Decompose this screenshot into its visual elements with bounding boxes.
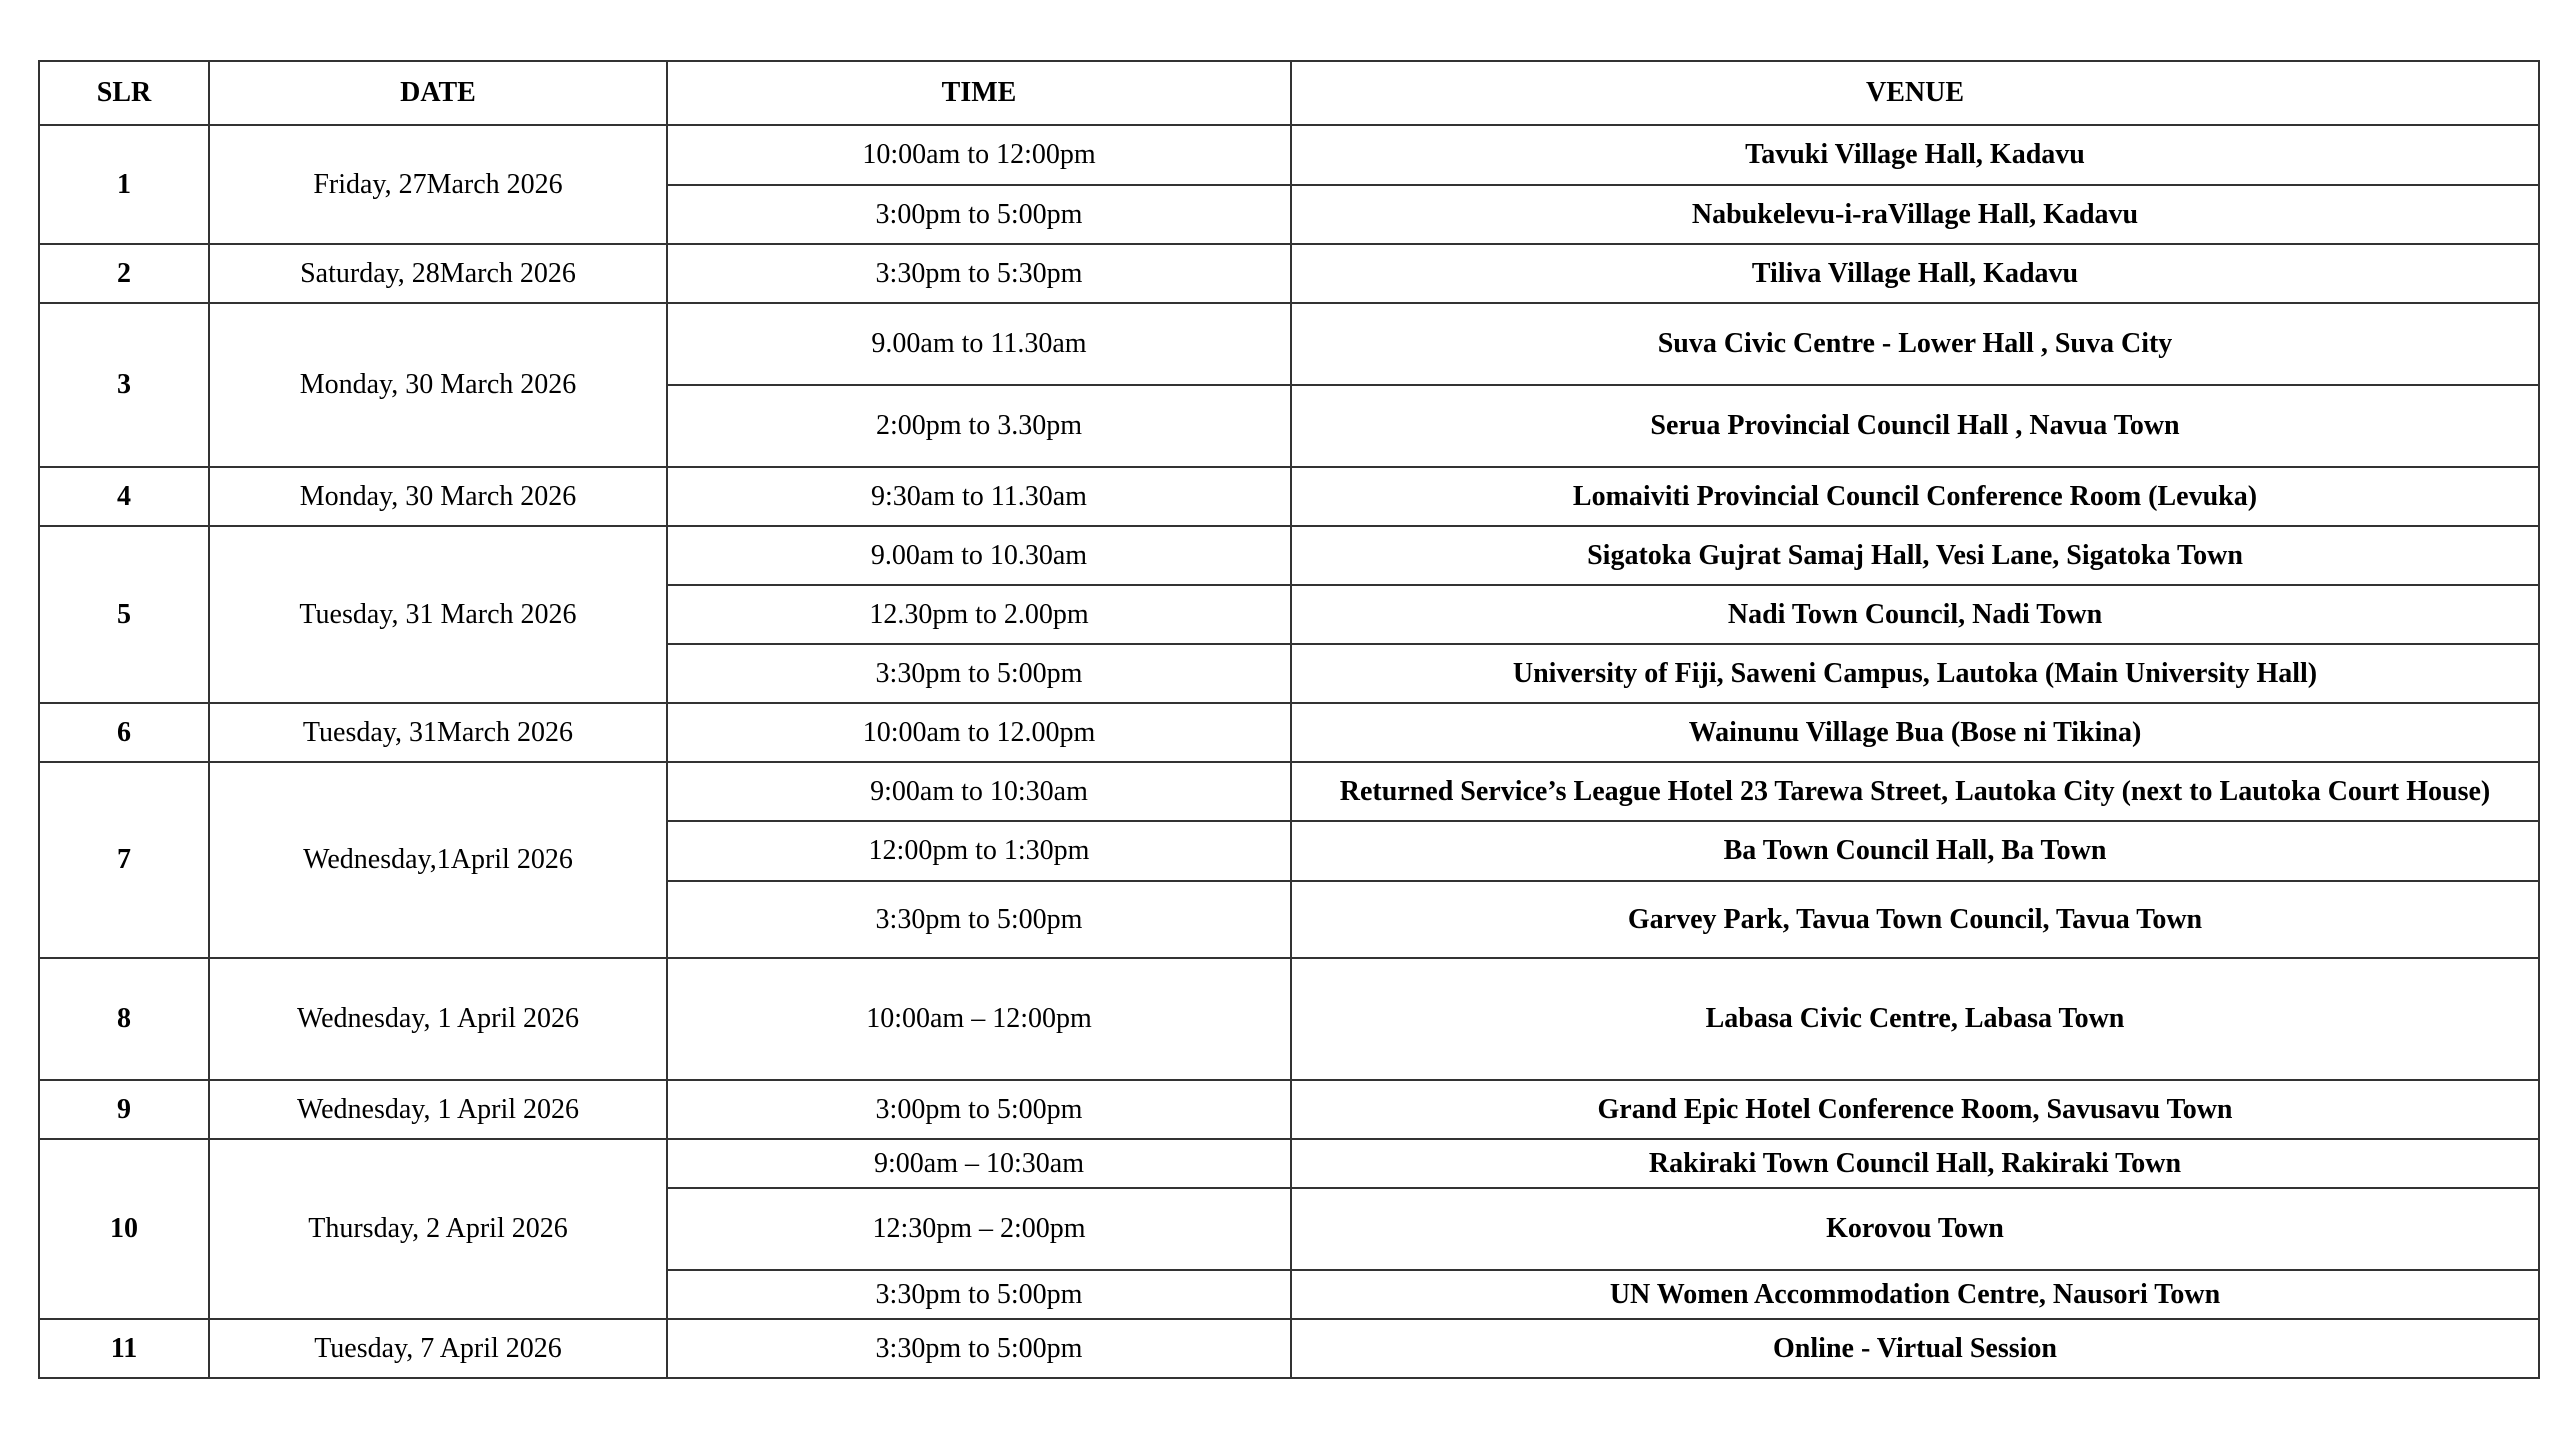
venue-cell: Grand Epic Hotel Conference Room, Savusavu Town <box>1291 1080 2539 1139</box>
date-cell: Monday, 30 March 2026 <box>209 467 667 526</box>
table-row <box>39 526 2539 585</box>
time-cell: 12:30pm – 2:00pm <box>667 1188 1291 1270</box>
date-cell: Tuesday, 7 April 2026 <box>209 1319 667 1378</box>
table-row <box>39 125 2539 185</box>
time-cell: 10:00am to 12.00pm <box>667 703 1291 762</box>
venue-cell: Korovou Town <box>1291 1188 2539 1270</box>
date-cell: Tuesday, 31March 2026 <box>209 703 667 762</box>
time-cell: 12.30pm to 2.00pm <box>667 585 1291 644</box>
venue-cell: Ba Town Council Hall, Ba Town <box>1291 821 2539 881</box>
venue-cell: Nadi Town Council, Nadi Town <box>1291 585 2539 644</box>
venue-cell: Returned Service’s League Hotel 23 Tarewa Street, Lautoka City (next to Lautoka Court House) <box>1291 762 2539 821</box>
header-slr: SLR <box>39 61 209 125</box>
venue-cell: Wainunu Village Bua (Bose ni Tikina) <box>1291 703 2539 762</box>
slr-cell: 8 <box>39 958 209 1080</box>
date-cell: Monday, 30 March 2026 <box>209 303 667 467</box>
slr-cell: 3 <box>39 303 209 467</box>
table-row <box>39 1080 2539 1139</box>
table-row <box>39 762 2539 821</box>
venue-cell: Nabukelevu-i-raVillage Hall, Kadavu <box>1291 185 2539 244</box>
slr-cell: 1 <box>39 125 209 244</box>
date-cell: Wednesday,1April 2026 <box>209 762 667 958</box>
time-cell: 12:00pm to 1:30pm <box>667 821 1291 881</box>
time-cell: 9:00am – 10:30am <box>667 1139 1291 1188</box>
date-cell: Friday, 27March 2026 <box>209 125 667 244</box>
venue-cell: University of Fiji, Saweni Campus, Lautoka (Main University Hall) <box>1291 644 2539 703</box>
table-row <box>39 958 2539 1080</box>
venue-cell: UN Women Accommodation Centre, Nausori Town <box>1291 1270 2539 1319</box>
venue-cell: Suva Civic Centre - Lower Hall , Suva City <box>1291 303 2539 385</box>
header-date: DATE <box>209 61 667 125</box>
date-cell: Tuesday, 31 March 2026 <box>209 526 667 703</box>
slr-cell: 6 <box>39 703 209 762</box>
date-cell: Thursday, 2 April 2026 <box>209 1139 667 1319</box>
table-row <box>39 1319 2539 1378</box>
venue-cell: Serua Provincial Council Hall , Navua Town <box>1291 385 2539 467</box>
venue-cell: Garvey Park, Tavua Town Council, Tavua Town <box>1291 881 2539 958</box>
date-cell: Saturday, 28March 2026 <box>209 244 667 303</box>
time-cell: 2:00pm to 3.30pm <box>667 385 1291 467</box>
table-row <box>39 467 2539 526</box>
table-row <box>39 703 2539 762</box>
slr-cell: 7 <box>39 762 209 958</box>
time-cell: 9.00am to 10.30am <box>667 526 1291 585</box>
slr-cell: 4 <box>39 467 209 526</box>
venue-cell: Lomaiviti Provincial Council Conference Room (Levuka) <box>1291 467 2539 526</box>
schedule-table <box>38 60 2540 1379</box>
slr-cell: 5 <box>39 526 209 703</box>
slr-cell: 11 <box>39 1319 209 1378</box>
schedule-body <box>39 125 2539 1378</box>
time-cell: 3:00pm to 5:00pm <box>667 1080 1291 1139</box>
header-time: TIME <box>667 61 1291 125</box>
time-cell: 10:00am to 12:00pm <box>667 125 1291 185</box>
time-cell: 3:00pm to 5:00pm <box>667 185 1291 244</box>
time-cell: 9:00am to 10:30am <box>667 762 1291 821</box>
time-cell: 9.00am to 11.30am <box>667 303 1291 385</box>
date-cell: Wednesday, 1 April 2026 <box>209 958 667 1080</box>
venue-cell: Labasa Civic Centre, Labasa Town <box>1291 958 2539 1080</box>
table-row <box>39 303 2539 385</box>
time-cell: 9:30am to 11.30am <box>667 467 1291 526</box>
venue-cell: Sigatoka Gujrat Samaj Hall, Vesi Lane, Sigatoka Town <box>1291 526 2539 585</box>
slr-cell: 2 <box>39 244 209 303</box>
time-cell: 3:30pm to 5:00pm <box>667 881 1291 958</box>
time-cell: 3:30pm to 5:00pm <box>667 1319 1291 1378</box>
slr-cell: 10 <box>39 1139 209 1319</box>
time-cell: 3:30pm to 5:00pm <box>667 1270 1291 1319</box>
table-row <box>39 1139 2539 1188</box>
date-cell: Wednesday, 1 April 2026 <box>209 1080 667 1139</box>
venue-cell: Online - Virtual Session <box>1291 1319 2539 1378</box>
venue-cell: Tavuki Village Hall, Kadavu <box>1291 125 2539 185</box>
time-cell: 3:30pm to 5:00pm <box>667 644 1291 703</box>
venue-cell: Tiliva Village Hall, Kadavu <box>1291 244 2539 303</box>
time-cell: 10:00am – 12:00pm <box>667 958 1291 1080</box>
header-venue: VENUE <box>1291 61 2539 125</box>
table-row <box>39 244 2539 303</box>
header-row <box>39 61 2539 125</box>
time-cell: 3:30pm to 5:30pm <box>667 244 1291 303</box>
venue-cell: Rakiraki Town Council Hall, Rakiraki Town <box>1291 1139 2539 1188</box>
slr-cell: 9 <box>39 1080 209 1139</box>
